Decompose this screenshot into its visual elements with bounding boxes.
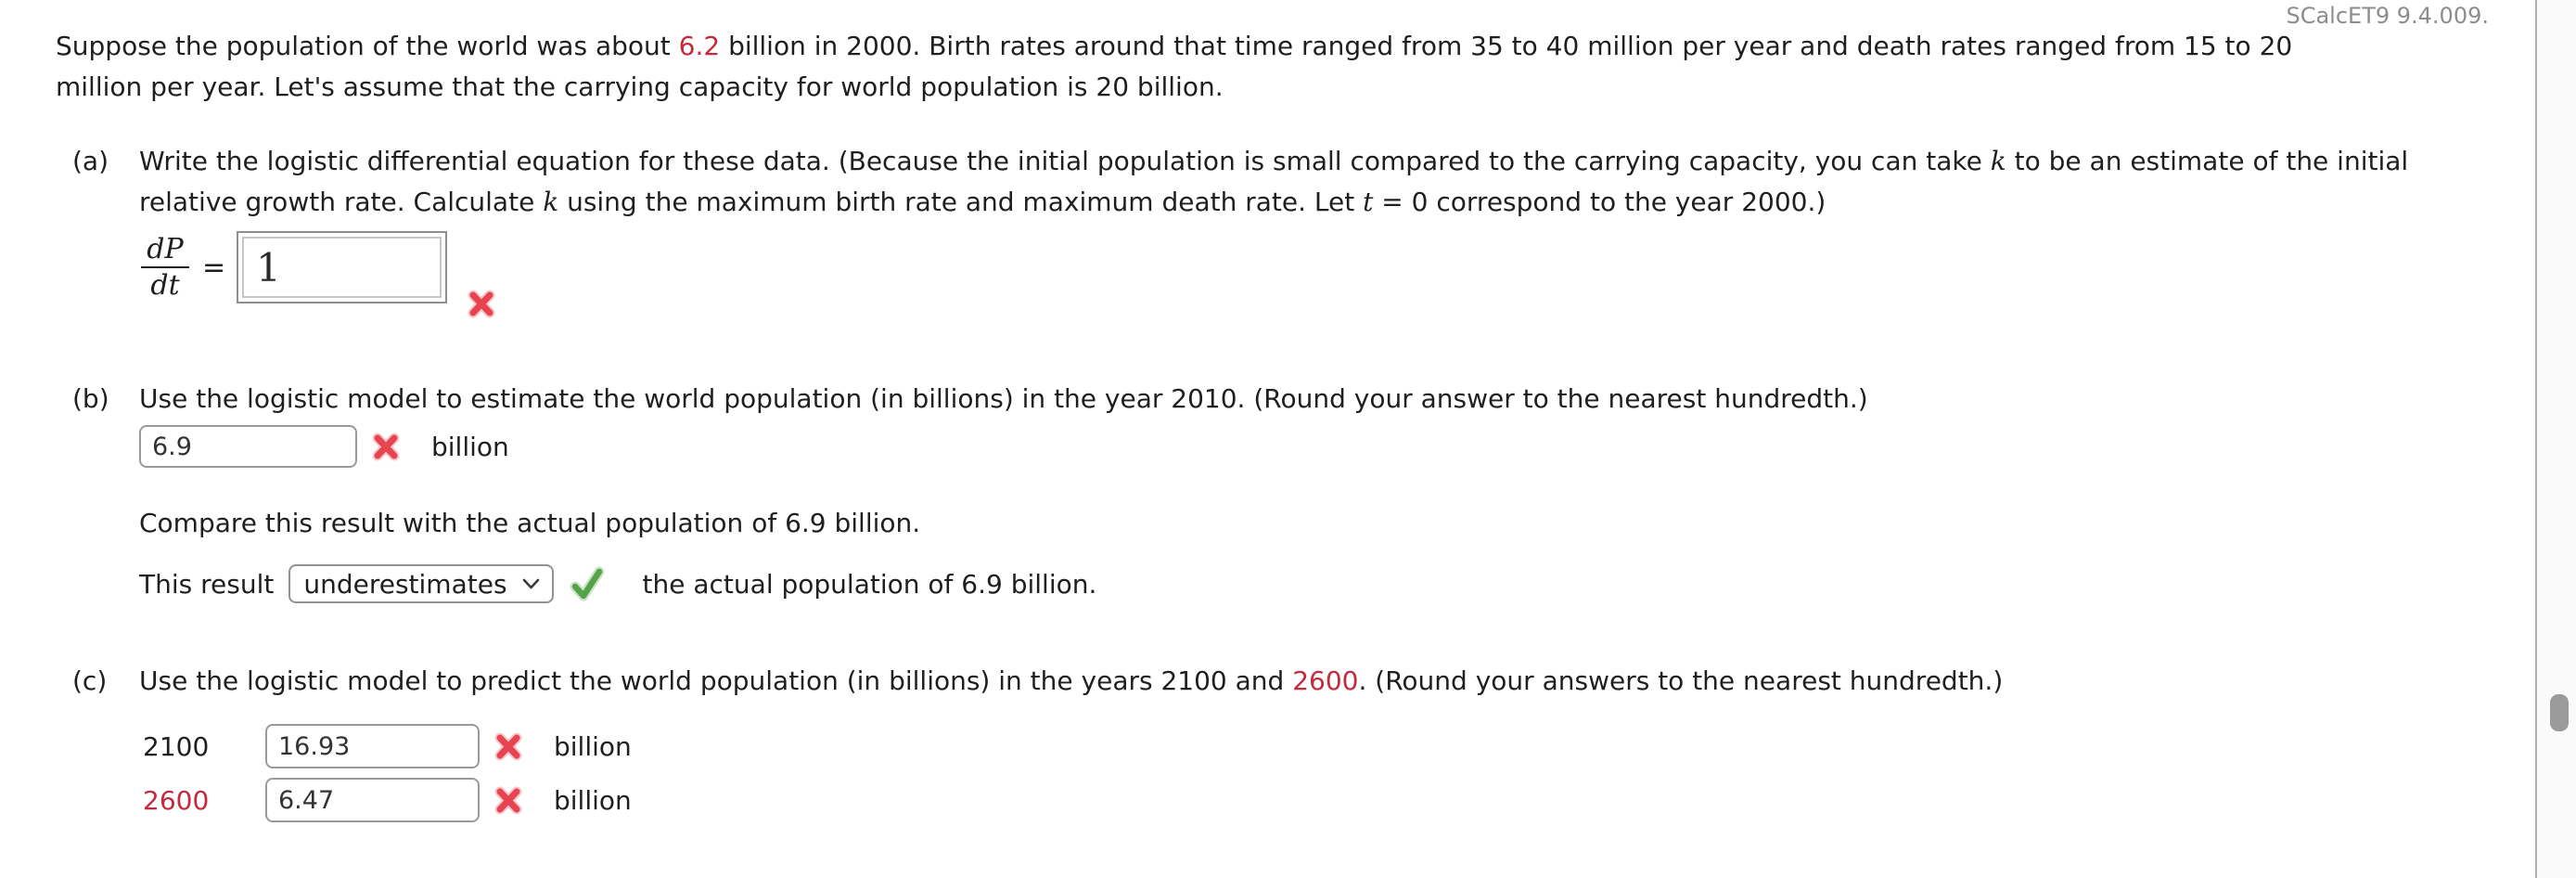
part-a [56,141,2495,304]
fraction-numerator: dP [147,232,184,265]
part-b-label: (b) [72,383,109,414]
year-label: 2100 [143,730,210,762]
incorrect-mark-icon [466,288,497,319]
result-sentence-row [139,564,2495,603]
result-prefix: This result [139,568,275,600]
correct-mark-icon [569,565,606,602]
part-a-label: (a) [72,146,109,176]
chevron-down-icon [522,578,540,589]
mathpad-value [242,237,442,298]
part-b-answer-input[interactable] [139,425,357,468]
part-a-answer-input[interactable] [237,231,447,303]
part-c-label: (c) [72,665,108,696]
part-c-text: Use the logistic model to predict the world population (in billions) in the years 2100 and 2600. (Round your answers to the nearest hundredth.) [139,665,2004,696]
problem-statement: Suppose the population of the world was about 6.2 billion in 2000. Birth rates around that time ranged from 35 to 40 million per year and death rates ranged from 15 to 20 million per year. Let's assume that the carrying capacity for world population is 20 billion. [56,31,2293,102]
year-label: 2600 [143,784,210,816]
dropdown-selected-value: underestimates [303,568,507,600]
part-a-answer-value: 1 [256,244,281,291]
unit-label: billion [554,730,632,762]
result-suffix: the actual population of 6.9 billion. [642,568,1097,600]
fraction-bar [141,266,189,268]
part-c [56,661,2495,822]
unit-label: billion [431,431,509,462]
part-b-answer-row [139,425,2495,468]
question-content [56,26,2495,822]
comparison-dropdown[interactable] [288,564,553,603]
part-a-answer-row [139,230,2495,304]
year-2600-row [139,778,2495,822]
compare-text: Compare this result with the actual population of 6.9 billion. [139,508,921,538]
incorrect-mark-icon [370,431,402,462]
fraction-denominator: dt [150,269,180,302]
question-source-label: SCalcET9 9.4.009. [2286,3,2489,29]
part-b-text: Use the logistic model to estimate the world population (in billions) in the year 2010. (Round your answer to the nearest hundredth.) [139,383,1868,414]
year-2600-answer-input[interactable] [265,778,480,822]
unit-label: billion [554,784,632,816]
derivative-fraction [141,232,189,302]
year-2100-row [139,724,2495,768]
part-a-text: Write the logistic differential equation for these data. (Because the initial population is small compared to the carrying capacity, you can take k to be an estimate of the initial relative growth rate. Calculate k using the maximum birth rate and maximum death rate. Let t = 0 correspond to the year 2000.) [139,146,2409,217]
scrollbar-track[interactable] [2535,0,2576,878]
incorrect-mark-icon [493,730,524,762]
scrollbar-thumb[interactable] [2550,694,2569,731]
incorrect-mark-icon [493,784,524,816]
equals-sign: = [202,251,226,284]
part-b [56,379,2495,603]
year-2100-answer-input[interactable] [265,724,480,768]
